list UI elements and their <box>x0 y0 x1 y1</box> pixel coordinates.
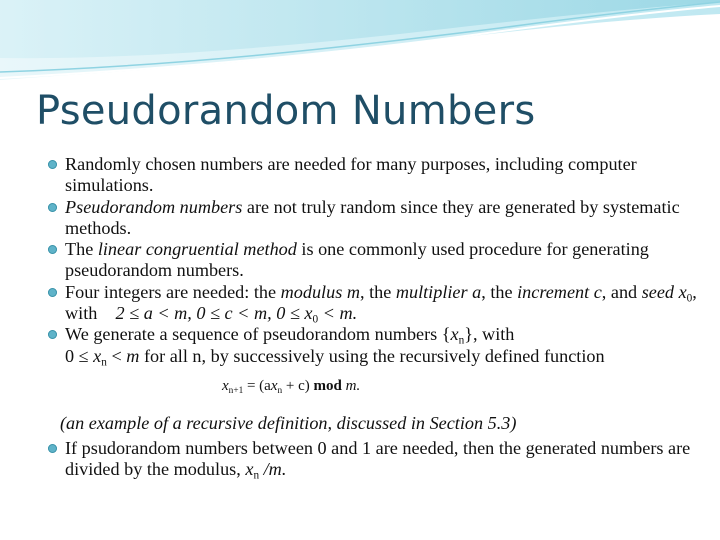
bullet-text: for all n, by successively using the recursively defined function <box>139 345 605 366</box>
bullet-icon <box>48 330 57 339</box>
term-seed: seed <box>641 281 675 302</box>
var-m: m <box>346 281 360 302</box>
term-multiplier: multiplier <box>395 281 468 302</box>
bullet-icon <box>48 444 57 453</box>
bullet-icon <box>48 245 57 254</box>
bullet-text: is one commonly used procedure for generating pseudorandom numbers. <box>65 239 649 281</box>
bullet-text: Randomly chosen numbers are needed for many purposes, including computer simulations. <box>65 154 637 196</box>
subscript: n+1 <box>228 385 244 396</box>
constraints: 2 ≤ a < m, 0 ≤ c < m, 0 ≤ x <box>115 303 313 324</box>
bullet-item <box>48 438 708 481</box>
bullet-text: We generate a sequence of pseudorandom numbers { <box>65 324 451 345</box>
subscript: n <box>253 469 260 482</box>
bullet-text: If psudorandom numbers between 0 and 1 are needed, then the generated numbers are divided by the modulus, <box>65 438 691 480</box>
bullet-text: , the <box>359 281 396 302</box>
bullet-icon <box>48 288 57 297</box>
formula-rhs-a: = (a <box>243 378 271 394</box>
term-pseudorandom: Pseudorandom numbers <box>65 196 243 217</box>
var-x: x <box>678 281 687 302</box>
subscript: n <box>277 385 283 396</box>
formula-x: x <box>270 378 278 394</box>
var-x: x <box>93 345 102 366</box>
bullet-item <box>48 282 708 325</box>
bullet-item <box>48 197 708 240</box>
formula-lhs: x <box>222 378 229 394</box>
var-x: x <box>245 459 254 480</box>
bullet-text: }, with <box>464 324 515 345</box>
term-linear-congruential: linear congruential method <box>97 239 297 260</box>
var-c: c <box>593 281 602 302</box>
bullet-text: Four integers are needed: the <box>65 281 281 302</box>
recurrence-formula <box>222 378 360 395</box>
term-increment: increment <box>517 281 590 302</box>
bullet-item <box>48 154 708 197</box>
subscript: n <box>458 334 465 347</box>
formula-mod: mod <box>313 378 342 394</box>
subscript: n <box>101 356 107 369</box>
var-m: m <box>126 345 140 366</box>
formula-rhs-b: + c) <box>282 378 314 394</box>
range-start: 0 ≤ <box>65 345 94 366</box>
example-note: (an example of a recursive definition, discussed in Section 5.3) <box>60 413 517 433</box>
constraints-end: < m. <box>318 303 358 324</box>
range-op: < <box>106 345 127 366</box>
bullet-list <box>48 438 708 481</box>
var-a: a <box>472 281 482 302</box>
bullet-icon <box>48 203 57 212</box>
header-wave-banner <box>0 0 720 90</box>
bullet-text: , the <box>481 281 518 302</box>
division-tail: /m. <box>259 459 287 480</box>
var-x: x <box>450 324 459 345</box>
bullet-icon <box>48 160 57 169</box>
bullet-list <box>48 154 708 367</box>
bullet-text: , and <box>601 281 642 302</box>
bullet-text: are not truly random since they are generated by systematic methods. <box>65 196 680 238</box>
bullet-text: , with <box>65 281 697 324</box>
formula-m: m. <box>341 378 361 394</box>
bullet-item <box>48 239 708 282</box>
term-modulus: modulus <box>280 281 343 302</box>
subscript: 0 <box>312 313 319 326</box>
subscript: 0 <box>686 292 693 305</box>
bullet-prefix: The <box>65 239 98 260</box>
slide-title: Pseudorandom Numbers <box>36 88 536 134</box>
bullet-item <box>48 324 708 367</box>
